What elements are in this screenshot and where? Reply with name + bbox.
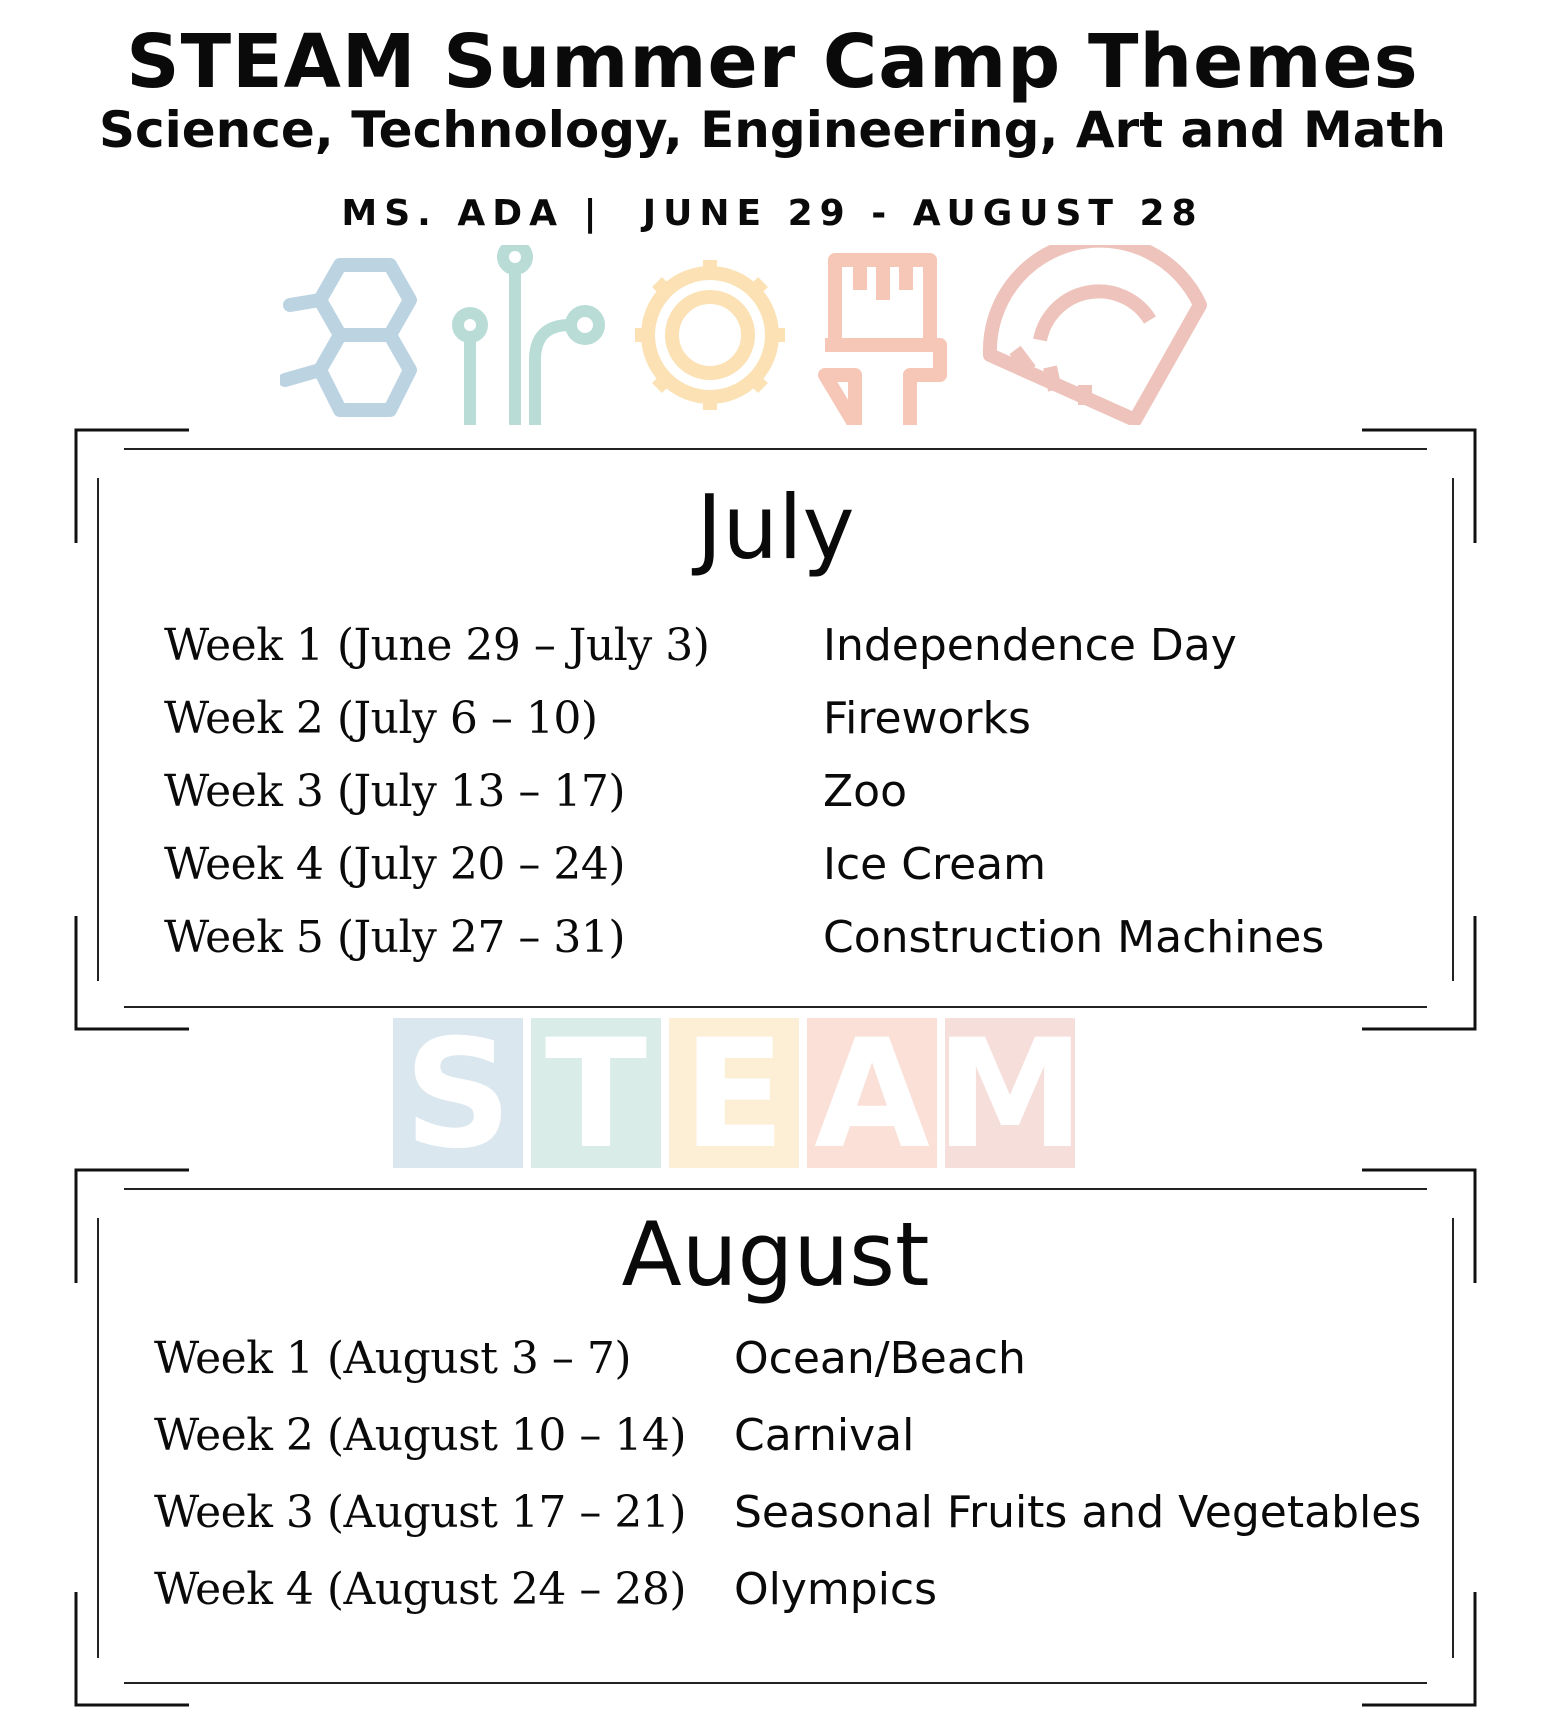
byline [0,192,1545,236]
teacher-name: MS. ADA [341,193,564,234]
week-theme: Independence Day [823,620,1237,671]
week-theme: Seasonal Fruits and Vegetables [734,1487,1422,1538]
week-label: Week 2 (August 10 – 14) [154,1410,686,1461]
week-label: Week 4 (July 20 – 24) [164,839,626,890]
week-theme: Fireworks [823,693,1031,744]
molecule-icon [285,265,410,410]
watermark-letter [393,1018,523,1168]
camp-dates: JUNE 29 - AUGUST 28 [642,193,1204,234]
month-heading-july: July [696,476,855,579]
circuit-icon [458,245,599,425]
week-theme: Olympics [734,1564,938,1615]
paintbrush-icon [825,260,940,425]
page-subtitle: Science, Technology, Engineering, Art and Math [98,101,1447,159]
week-label: Week 1 (June 29 – July 3) [164,620,710,671]
week-label: Week 3 (August 17 – 21) [154,1487,686,1538]
week-theme: Carnival [734,1410,915,1461]
august-schedule [74,1168,1477,1707]
watermark-letter [669,1018,799,1168]
week-label: Week 4 (August 24 – 28) [154,1564,686,1615]
watermark-letter-text: M [935,1018,1085,1168]
gear-icon [635,260,785,410]
watermark-letter [807,1018,937,1168]
watermark-letter [531,1018,661,1168]
week-label: Week 1 (August 3 – 7) [154,1333,632,1384]
week-label: Week 3 (July 13 – 17) [164,766,626,817]
page-title: STEAM Summer Camp Themes [126,19,1419,105]
week-theme: Ice Cream [823,839,1046,890]
protractor-icon [990,245,1200,420]
watermark-letter-text: S [403,1018,513,1168]
week-theme: Construction Machines [823,912,1325,963]
week-theme: Ocean/Beach [734,1333,1026,1384]
july-schedule [74,428,1477,1031]
week-label: Week 5 (July 27 – 31) [164,912,626,963]
week-theme: Zoo [823,766,907,817]
byline-separator: | [583,193,604,234]
watermark-letter-text: A [813,1018,931,1168]
steam-watermark [393,1018,1153,1168]
watermark-letter-text: T [544,1018,648,1168]
watermark-letter [935,1018,1084,1168]
week-label: Week 2 (July 6 – 10) [164,693,598,744]
steam-icons [280,245,1280,425]
month-heading-august: August [621,1203,930,1306]
watermark-letter-text: E [682,1018,786,1168]
